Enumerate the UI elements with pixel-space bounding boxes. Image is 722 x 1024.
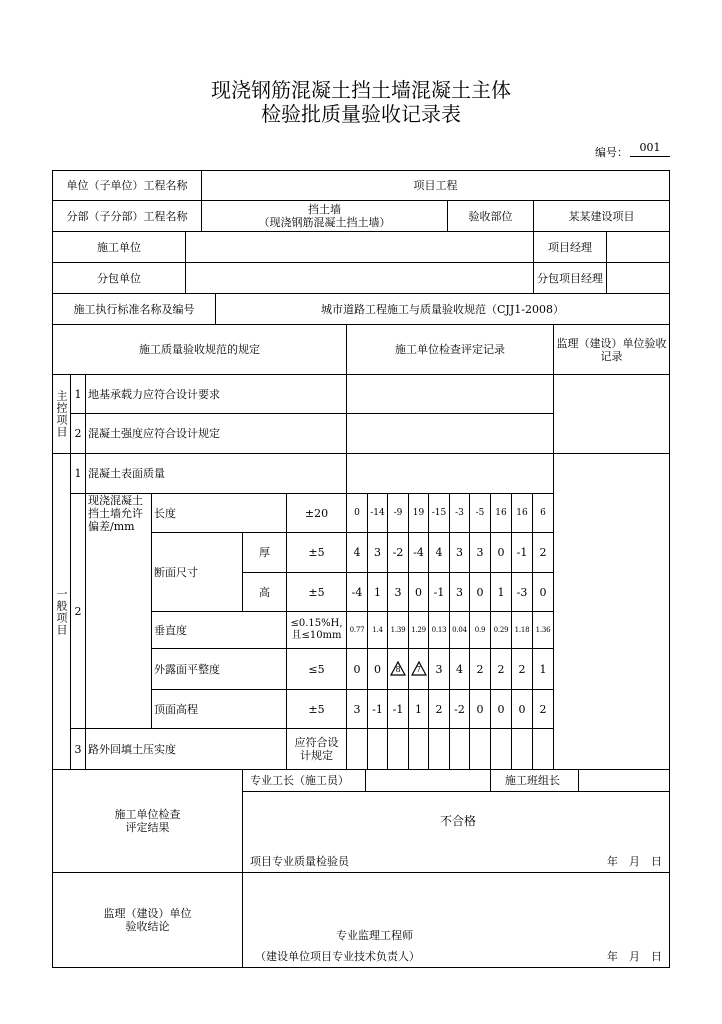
measurement-value[interactable]: 1 <box>408 689 429 729</box>
supervision-label-line-1: 监理（建设）单位 <box>103 907 192 920</box>
general-item-1-no: 1 <box>70 453 86 494</box>
measurement-value[interactable]: -1 <box>367 689 388 729</box>
measurement-value[interactable]: 2 <box>428 689 450 729</box>
foreman-divider-1 <box>365 769 366 792</box>
measurement-value[interactable]: 3 <box>387 572 409 612</box>
supervision-column-header: 监理（建设）单位验收记录 <box>553 324 670 375</box>
general-item-3-spec <box>286 728 347 770</box>
supervision-conclusion-label <box>52 872 243 968</box>
row-thickness-name: 厚 <box>242 532 287 573</box>
measurement-value[interactable]: 0 <box>469 689 491 729</box>
item-3-value-cell[interactable] <box>469 728 491 770</box>
measurement-value[interactable]: 1 <box>367 572 388 612</box>
measurement-value[interactable]: 0 <box>511 689 533 729</box>
measurement-value[interactable]: 1.39 <box>387 611 409 649</box>
inspector-label: 项目专业质量检验员 <box>250 855 349 868</box>
row-verticality-tolerance <box>286 611 347 649</box>
measurement-value[interactable] <box>387 648 409 690</box>
item-3-value-cell[interactable] <box>408 728 429 770</box>
measurement-value[interactable]: 19 <box>408 493 429 533</box>
main-item-2-no: 2 <box>70 413 86 454</box>
supervision-date-label: 年 月 日 <box>607 950 662 963</box>
record-column-header: 施工单位检查评定记录 <box>346 324 554 375</box>
main-item-1-no: 1 <box>70 374 86 414</box>
spec-column-header: 施工质量验收规范的规定 <box>52 324 347 375</box>
measurement-value[interactable]: 1.4 <box>367 611 388 649</box>
item-3-value-cell[interactable] <box>428 728 450 770</box>
standard-value[interactable]: 城市道路工程施工与质量验收规范（CJJ1-2008） <box>215 293 670 325</box>
item-3-value-cell[interactable] <box>449 728 470 770</box>
measurement-value[interactable]: 1 <box>490 572 512 612</box>
measurement-value[interactable]: -1 <box>387 689 409 729</box>
subunit-name-value[interactable] <box>201 200 448 232</box>
measurement-value[interactable]: 0 <box>469 572 491 612</box>
measurement-value[interactable]: 1.18 <box>511 611 533 649</box>
check-result-label <box>52 769 243 873</box>
row-verticality-name: 垂直度 <box>151 611 287 649</box>
main-items-supervision[interactable] <box>553 374 670 454</box>
measurement-value[interactable]: -1 <box>428 572 450 612</box>
measurement-value[interactable]: 0.9 <box>469 611 491 649</box>
check-result-value: 不合格 <box>440 814 477 828</box>
measurement-value[interactable]: 4 <box>428 532 450 573</box>
measurement-value[interactable]: -15 <box>428 493 450 533</box>
measurement-value[interactable]: 3 <box>469 532 491 573</box>
subcontract-manager-label: 分包项目经理 <box>533 262 607 294</box>
subcontract-unit-value[interactable] <box>185 262 534 294</box>
number-value[interactable]: 001 <box>630 140 670 157</box>
number-label: 编号： <box>595 146 628 159</box>
unit-name-label: 单位（子单位）工程名称 <box>52 170 202 201</box>
main-item-2-record[interactable] <box>346 413 554 454</box>
general-item-3-text: 路外回填土压实度 <box>85 728 287 770</box>
general-item-2-text <box>85 493 152 729</box>
measurement-value[interactable]: 4 <box>449 648 470 690</box>
row-thickness-tolerance: ±5 <box>286 532 347 573</box>
team-leader-label: 施工班组长 <box>505 774 560 787</box>
measurement-value[interactable]: 0 <box>346 648 368 690</box>
owner-tech-label: （建设单位项目专业技术负责人） <box>255 950 420 963</box>
measurement-value[interactable]: -9 <box>387 493 409 533</box>
row-length-tolerance: ±20 <box>286 493 347 533</box>
subunit-value-line-1: 挡土墙 <box>308 203 341 216</box>
general-item-2-no: 2 <box>70 493 86 729</box>
row-height-tolerance: ±5 <box>286 572 347 612</box>
unit-name-value[interactable]: 项目工程 <box>201 170 670 201</box>
measurement-value[interactable]: 0 <box>346 493 368 533</box>
measurement-value[interactable]: 0.13 <box>428 611 450 649</box>
measurement-value[interactable]: -1 <box>511 532 533 573</box>
check-date-label: 年 月 日 <box>607 855 662 868</box>
measurement-value[interactable] <box>408 648 429 690</box>
verticality-tolerance-line-1: ≤0.15%H, <box>290 618 343 629</box>
measurement-value[interactable]: 0 <box>367 648 388 690</box>
item-3-value-cell[interactable] <box>387 728 409 770</box>
measurement-value[interactable]: 3 <box>346 689 368 729</box>
measurement-value[interactable]: 0 <box>408 572 429 612</box>
item-3-value-cell[interactable] <box>511 728 533 770</box>
measurement-value[interactable]: -5 <box>469 493 491 533</box>
verticality-tolerance-line-2: 且≤10mm <box>291 630 342 641</box>
check-result-label-line-2: 评定结果 <box>125 821 170 834</box>
measurement-value[interactable]: 3 <box>449 532 470 573</box>
general-item-1-record[interactable] <box>346 453 554 494</box>
measurement-value[interactable]: 16 <box>490 493 512 533</box>
measurement-value[interactable]: -4 <box>346 572 368 612</box>
subcontract-manager-value[interactable] <box>606 262 670 294</box>
general-item-3-no: 3 <box>70 728 86 770</box>
measurement-value[interactable]: 1.29 <box>408 611 429 649</box>
general-item-2-line-1: 现浇混凝土 <box>88 494 143 507</box>
construction-unit-value[interactable] <box>185 231 534 263</box>
item-3-spec-line-1: 应符合设 <box>294 736 339 749</box>
section-size-label: 断面尺寸 <box>151 532 243 612</box>
item-3-value-cell[interactable] <box>490 728 512 770</box>
item-3-value-cell[interactable] <box>367 728 388 770</box>
measurement-value[interactable]: -3 <box>511 572 533 612</box>
row-height-name: 高 <box>242 572 287 612</box>
item-3-value-cell[interactable] <box>346 728 368 770</box>
engineer-label: 专业监理工程师 <box>336 929 413 942</box>
row-top-elevation-name: 顶面高程 <box>151 689 287 729</box>
warning-value: 7 <box>415 665 422 674</box>
measurement-value[interactable]: -14 <box>367 493 388 533</box>
measurement-value[interactable]: -2 <box>449 689 470 729</box>
supervision-label-line-2: 验收结论 <box>125 920 170 933</box>
measurement-value[interactable]: 3 <box>367 532 388 573</box>
general-item-2-line-2: 挡土墙允许 <box>88 507 143 520</box>
measurement-value[interactable]: 4 <box>346 532 368 573</box>
row-flatness-tolerance: ≤5 <box>286 648 347 690</box>
accept-part-value[interactable]: 某某建设项目 <box>533 200 670 232</box>
check-result-label-line-1: 施工单位检查 <box>114 808 181 821</box>
measurement-value[interactable]: 2 <box>490 648 512 690</box>
measurement-value[interactable]: -4 <box>408 532 429 573</box>
row-length-name: 长度 <box>151 493 287 533</box>
measurement-value[interactable]: 2 <box>532 532 554 573</box>
subunit-name-label: 分部（子分部）工程名称 <box>52 200 202 232</box>
accept-part-label: 验收部位 <box>447 200 534 232</box>
measurement-value[interactable]: 0.77 <box>346 611 368 649</box>
measurement-value[interactable]: 1.36 <box>532 611 554 649</box>
project-manager-value[interactable] <box>606 231 670 263</box>
warning-triangle-icon <box>391 662 405 676</box>
measurement-value[interactable]: 2 <box>532 689 554 729</box>
measurement-value[interactable]: 2 <box>469 648 491 690</box>
warning-value: 8 <box>395 665 401 674</box>
measurement-value[interactable]: 0.29 <box>490 611 512 649</box>
measurement-value[interactable]: -3 <box>449 493 470 533</box>
row-flatness-name: 外露面平整度 <box>151 648 287 690</box>
measurement-value[interactable]: 0 <box>532 572 554 612</box>
main-item-1-record[interactable] <box>346 374 554 414</box>
form-title-line-2: 检验批质量验收记录表 <box>261 102 461 126</box>
measurement-value[interactable]: 0 <box>490 689 512 729</box>
measurement-value[interactable]: 3 <box>449 572 470 612</box>
measurement-value[interactable]: -2 <box>387 532 409 573</box>
form-title-line-1: 现浇钢筋混凝土挡土墙混凝土主体 <box>211 78 511 102</box>
row-top-elevation-tolerance: ±5 <box>286 689 347 729</box>
standard-label: 施工执行标准名称及编号 <box>52 293 216 325</box>
general-item-2-line-3: 偏差/mm <box>88 520 135 533</box>
measurement-value[interactable]: 2 <box>511 648 533 690</box>
item-3-spec-line-2: 计规定 <box>300 749 333 762</box>
foreman-divider-3 <box>578 769 579 792</box>
measurement-value[interactable]: 16 <box>511 493 533 533</box>
subunit-value-line-2: （现浇钢筋混凝土挡土墙） <box>258 216 391 229</box>
main-item-1-text: 地基承载力应符合设计要求 <box>85 374 347 414</box>
foreman-divider-2 <box>490 769 491 792</box>
main-items-group-label: 主控项目 <box>52 374 71 454</box>
construction-unit-label: 施工单位 <box>52 231 186 263</box>
measurement-value[interactable]: 0.04 <box>449 611 470 649</box>
subcontract-unit-label: 分包单位 <box>52 262 186 294</box>
measurement-value[interactable]: 1 <box>532 648 554 690</box>
project-manager-label: 项目经理 <box>533 231 607 263</box>
measurement-value[interactable]: 3 <box>428 648 450 690</box>
foreman-label: 专业工长（施工员） <box>250 774 349 787</box>
measurement-value[interactable]: 6 <box>532 493 554 533</box>
item-3-value-cell[interactable] <box>532 728 554 770</box>
main-item-2-text: 混凝土强度应符合设计规定 <box>85 413 347 454</box>
general-items-group-label: 一般项目 <box>52 453 71 770</box>
measurement-value[interactable]: 0 <box>490 532 512 573</box>
warning-triangle-icon <box>412 662 426 676</box>
general-item-1-text: 混凝土表面质量 <box>85 453 347 494</box>
general-items-supervision[interactable] <box>553 453 670 770</box>
